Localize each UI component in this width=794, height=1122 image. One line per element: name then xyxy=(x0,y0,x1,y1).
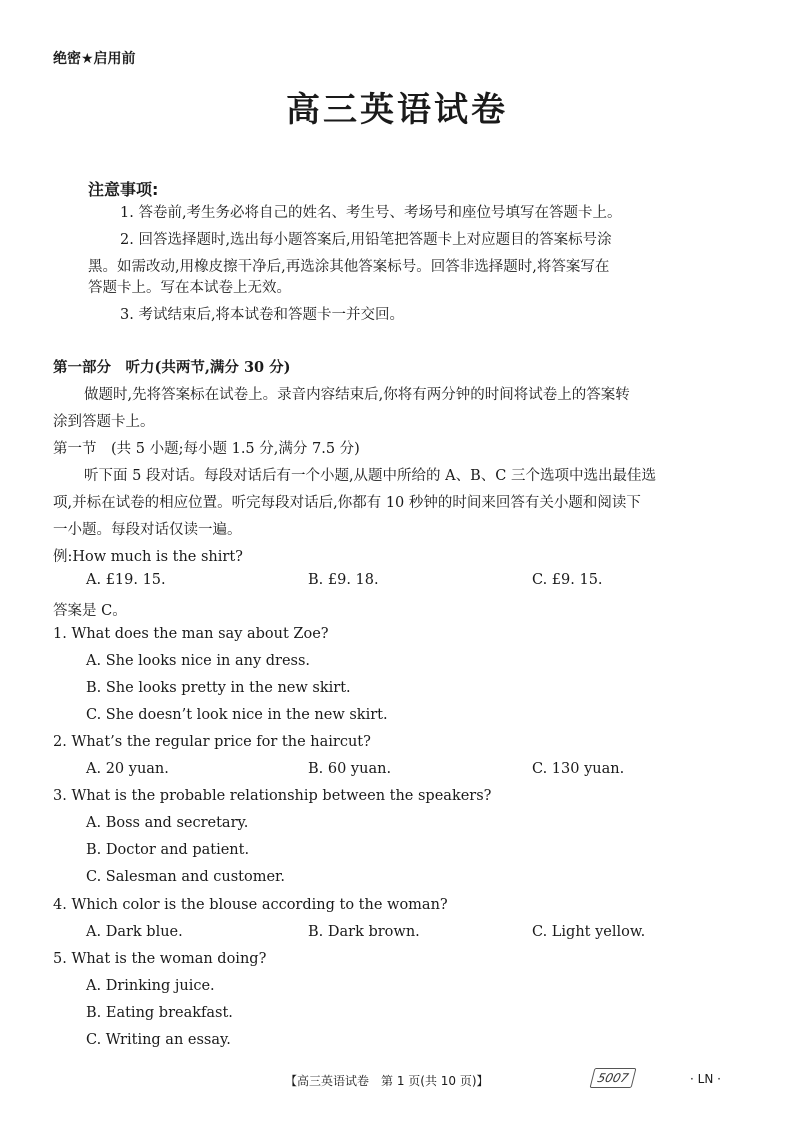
question-3-stem: 3. What is the probable relationship between the speakers? xyxy=(53,788,492,804)
page-title: 高三英语试卷 xyxy=(286,90,508,130)
question-1-option-b: B. She looks pretty in the new skirt. xyxy=(86,680,351,696)
question-2-option-c: C. 130 yuan. xyxy=(532,761,625,777)
question-4-option-b: B. Dark brown. xyxy=(308,924,420,940)
part1-instruction-line-1: 做题时,先将答案标在试卷上。录音内容结束后,你将有两分钟的时间将试卷上的答案转 xyxy=(84,387,630,403)
example-option-b: B. £9. 18. xyxy=(308,572,379,588)
question-3-option-b: B. Doctor and patient. xyxy=(86,842,250,858)
section1-line-3: 一小题。每段对话仅读一遍。 xyxy=(53,522,242,538)
notice-item-2-line-2: 黑。如需改动,用橡皮擦干净后,再选涂其他答案标号。回答非选择题时,将答案写在 xyxy=(88,259,610,275)
notice-item-2-line-3: 答题卡上。写在本试卷上无效。 xyxy=(88,280,291,296)
section1-line-2: 项,并标在试卷的相应位置。听完每段对话后,你都有 10 秒钟的时间来回答有关小题和阅读下 xyxy=(53,495,641,511)
example-option-c: C. £9. 15. xyxy=(532,572,603,588)
question-4-option-a: A. Dark blue. xyxy=(86,924,183,940)
example-question: 例:How much is the shirt? xyxy=(53,549,243,565)
footer-region: · LN · xyxy=(690,1072,721,1086)
notice-item-2-line-1: 2. 回答选择题时,选出每小题答案后,用铅笔把答题卡上对应题目的答案标号涂 xyxy=(120,232,612,248)
question-2-stem: 2. What’s the regular price for the haircut? xyxy=(53,734,371,750)
question-5-option-a: A. Drinking juice. xyxy=(86,978,215,994)
part1-instruction-line-2: 涂到答题卡上。 xyxy=(53,414,155,430)
section1-heading: 第一节 (共 5 小题;每小题 1.5 分,满分 7.5 分) xyxy=(53,441,360,457)
question-5-option-b: B. Eating breakfast. xyxy=(86,1005,233,1021)
question-4-option-c: C. Light yellow. xyxy=(532,924,646,940)
example-option-a: A. £19. 15. xyxy=(86,572,166,588)
question-5-stem: 5. What is the woman doing? xyxy=(53,951,267,967)
part1-heading: 第一部分 听力(共两节,满分 30 分) xyxy=(53,359,291,376)
example-answer: 答案是 C。 xyxy=(53,603,127,619)
question-4-stem: 4. Which color is the blouse according to the woman? xyxy=(53,897,448,913)
question-2-option-b: B. 60 yuan. xyxy=(308,761,392,777)
notice-item-1: 1. 答卷前,考生务必将自己的姓名、考生号、考场号和座位号填写在答题卡上。 xyxy=(120,205,622,221)
section1-line-1: 听下面 5 段对话。每段对话后有一个小题,从题中所给的 A、B、C 三个选项中选出最佳选 xyxy=(84,468,656,484)
footer-page-label: 【高三英语试卷 第 1 页(共 10 页)】 xyxy=(285,1074,489,1088)
question-1-option-a: A. She looks nice in any dress. xyxy=(86,653,311,669)
question-3-option-a: A. Boss and secretary. xyxy=(86,815,249,831)
question-2-option-a: A. 20 yuan. xyxy=(86,761,169,777)
confidential-label: 绝密★启用前 xyxy=(53,51,136,67)
question-5-option-c: C. Writing an essay. xyxy=(86,1032,231,1048)
footer-code-stamp: 5007 xyxy=(590,1068,637,1088)
notice-heading: 注意事项: xyxy=(88,180,159,199)
notice-item-3: 3. 考试结束后,将本试卷和答题卡一并交回。 xyxy=(120,307,405,323)
question-3-option-c: C. Salesman and customer. xyxy=(86,869,285,885)
question-1-option-c: C. She doesn’t look nice in the new skirt. xyxy=(86,707,388,723)
question-1-stem: 1. What does the man say about Zoe? xyxy=(53,626,329,642)
